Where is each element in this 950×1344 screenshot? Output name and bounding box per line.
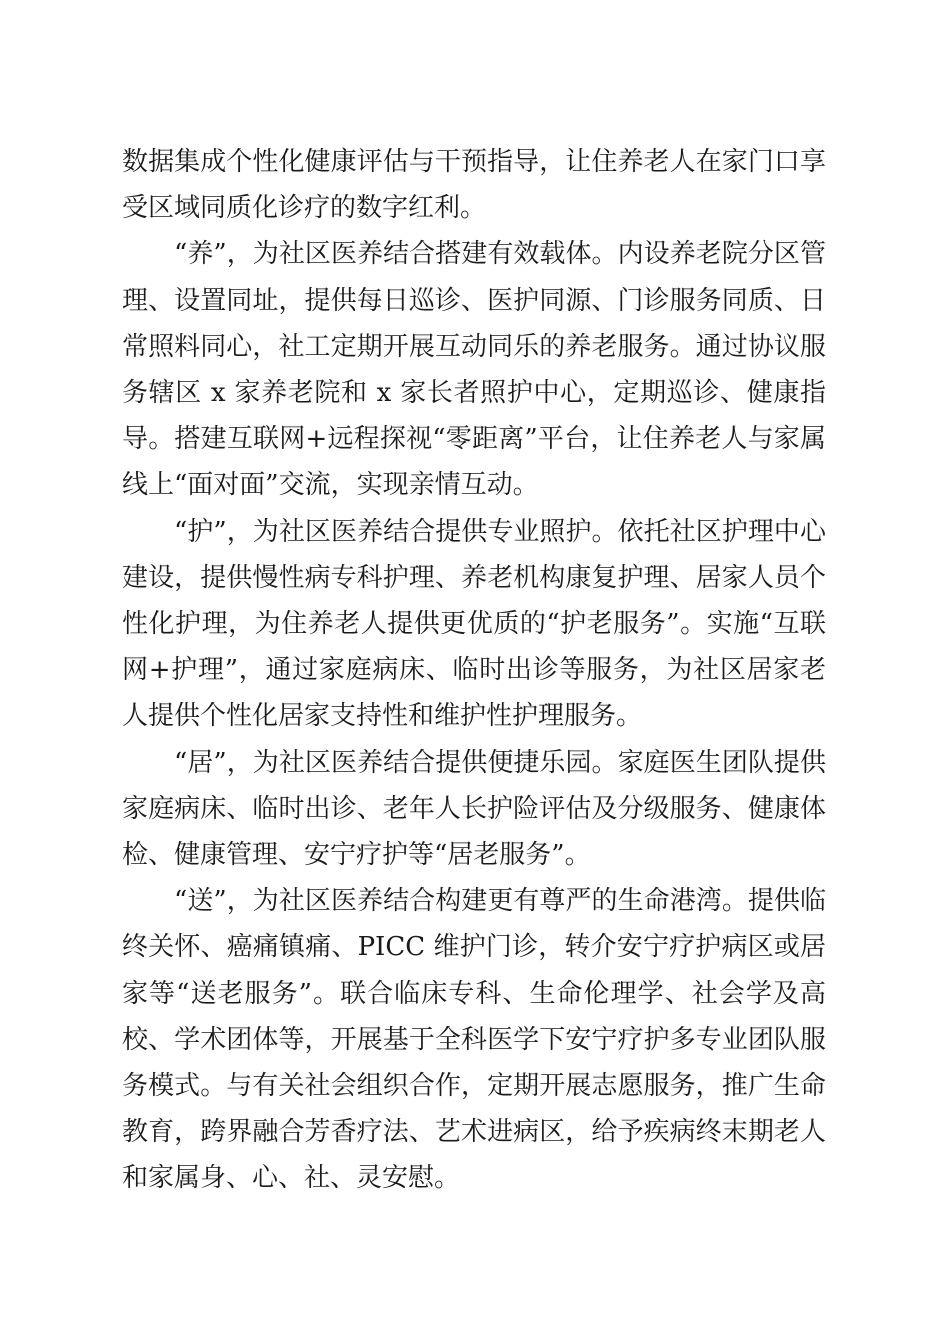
paragraph-continuation: 数据集成个性化健康评估与干预指导，让住养老人在家门口享受区域同质化诊疗的数字红利。 xyxy=(122,147,826,224)
paragraph-song: “送”，为社区医养结合构建更有尊严的生命港湾。提供临终关怀、癌痛镇痛、PICC 维护门诊，转介安宁疗护病区或居家等“送老服务”。联合临床专科、生命伦理学、社会学及高校、学术团体等，开展基于全科医学下安宁疗护多专业团队服务模式。与有关社会组织合作，定期开展志愿服务，推广生命教育，跨界融合芳香疗法、艺术进病区，给予疾病终末期老人和家属身、心、社、灵安慰。 xyxy=(122,886,826,1194)
paragraph-yang: “养”，为社区医养结合搭建有效载体。内设养老院分区管理、设置同址，提供每日巡诊、医护同源、门诊服务同质、日常照料同心，社工定期开展互动同乐的养老服务。通过协议服务辖区 x 家养老院和 x 家长者照护中心，定期巡诊、健康指导。搭建互联网+远程探视“零距离”平台，让住养老人与家属线上“面对面”交流，实现亲情互动。 xyxy=(122,239,826,501)
document-body xyxy=(122,139,826,1202)
paragraph-hu: “护”，为社区医养结合提供专业照护。依托社区护理中心建设，提供慢性病专科护理、养老机构康复护理、居家人员个性化护理，为住养老人提供更优质的“护老服务”。实施“互联网+护理”，通过家庭病床、临时出诊等服务，为社区居家老人提供个性化居家支持性和维护性护理服务。 xyxy=(122,516,826,732)
paragraph-ju: “居”，为社区医养结合提供便捷乐园。家庭医生团队提供家庭病床、临时出诊、老年人长护险评估及分级服务、健康体检、健康管理、安宁疗护等“居老服务”。 xyxy=(122,747,826,871)
